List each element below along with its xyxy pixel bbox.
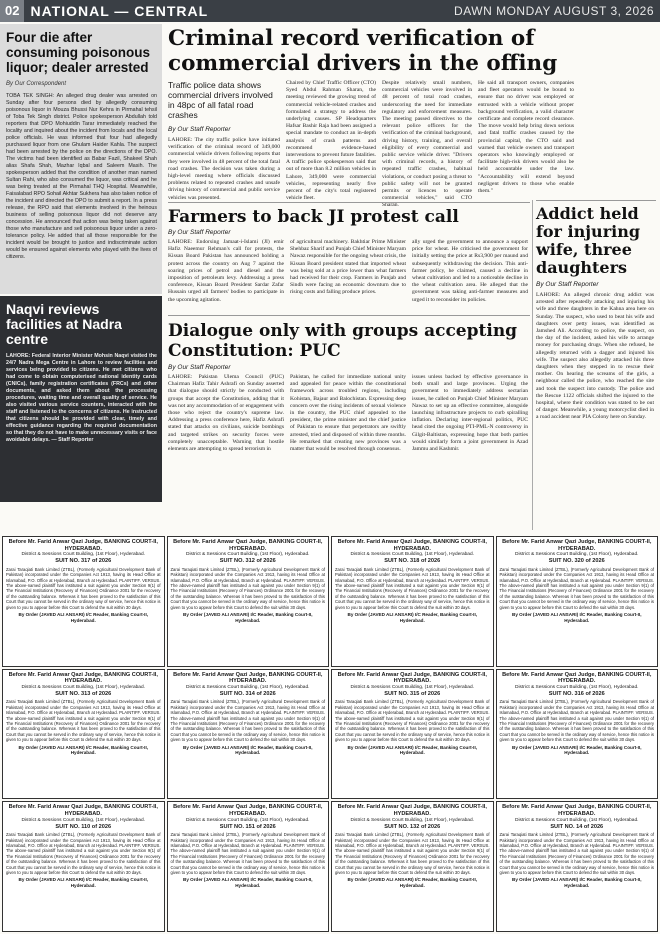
notice-court-title: Before Mr. Farid Anwar Qazi Judge, BANKING COURT-II, HYDERABAD. — [173, 539, 323, 552]
court-notices — [2, 536, 658, 932]
notice-signature: By Order (JAVED ALI ANSARI) I/C Reader, Banking Court-II, Hyderabad. — [347, 877, 477, 888]
notice-body: Zarai Taraqiati Bank Limited (ZTBL), (Formerly Agricultural Development Bank of Pakistan) incorporated under the Companies Act 1913, having its Head Office at Islamabad, P.O. Office at Hyderabad, Branch at Hyderabad. PLAINTIFF. VERSUS. The above-named plaintiff has instituted a suit against you under Section 9(1) of The Financial Institutions (Recovery of Finances) Ordinance 2001 for the recovery of the outstanding balance. Whereas it has been proved to the satisfaction of this Court that you cannot be served in the ordinary way of service, hence this notice is given to you to appear before this Court to defend the suit within 30 days. — [335, 699, 490, 743]
main-column-1: LAHORE: The city traffic police have initiated verification of the criminal record of 349,000 commercial vehicle drivers following reports that they were involved in 48 percent of the total fatal road crashes. The decision was taken during a high-level meeting where officials discussed problems related to repeated crashes and unsafe driving history of commercial and public service vehicles was presented. — [168, 137, 280, 201]
court-notice — [2, 669, 165, 800]
story-column: of agricultural machinery. Bakhtiar Prime Minister Shehbaz Sharif and Punjab Chief Minister Maryam Nawaz responsible for the ongoing wheat crisis, the Kissan Board president stated that imported wheat was being sold at a price lower than what farmers had received for their crop. Farmers in Punjab and Sindh were facing an economic downturn due to rising costs and falling produce prices. — [290, 239, 406, 296]
court-notice — [2, 536, 165, 667]
story-column: issues unless backed by effective governance in both small and large provinces. Urging the government to immediately address sectarian issues, he called on Punjab Chief Minister Maryam Nawaz to set up an effective committee, alongside launching infrastructure projects to curb spiralling inflation. Declaring inter-regional politics, PUC head cited the ongoing PTI-PML-N controversy in Gilgit-Baltistan, expressing hope that both parties would similarly form a joint government in Azad Jammu and Kashmir. — [412, 374, 528, 453]
story-body: LAHORE: Federal Interior Minister Mohsin Naqvi visited the 24/7 Nadra Mega Centre in Lahore to review facilities and services being provided to citizens. He met citizens who had come to obtain computerised national identity cards (CNICs), family registration certificates (FRCs) and other documents, and asked them about the processing procedures, waiting time and overall quality of service. He also visited various service counters, interacted with the staff and listened to the concerns of citizens. He instructed that citizens should be provided with clear, timely and effective guidance regarding the required documentation so that they do not have to make unnecessary visits or face avoidable delays. — Staff Reporter — [6, 353, 157, 443]
notice-suit-number: SUIT NO. 316 of 2026 — [548, 690, 605, 697]
story-body: TOBA TEK SINGH: An alleged drug dealer was arrested on Sunday after four persons died by allegedly consuming poisonous liquor in Mouza Bhussi Nur Kehra in Pirmahal tehsil of Toba Tek Singh district. Police spokesperson Abdullah told reporters that DPO Mohiuddin Tarar immediately reached the locality and inquired about the incident from locals and the local police officials. He was informed that four had allegedly purchased liquor from one Ghulam Haider Kahla. The suspect had been arrested by the police on the directions of the DPO. The victims had been identified as Babar Fazil, Shakeel Shah alias Shafa Shah, Mazhar Iqbal and Saleem Masih. The spokesperson added that the condition of another man named Sultan Rahi, who also consumed the liquor, was critical and he was being treated at the Pirmahal THQ Hospital. Meanwhile, Faisalabad RPO Sohail Akhtar Sukhera has also taken notice of the incident and directed the DPO to submit a report. In a press release, the RPO said that elements involved in the heinous business of selling poisonous liquor did not deserve any concession. He announced that action was being taken against those who manufacture and sell poisonous liquor under a zero-tolerance policy. He added that all those responsible for the incident would be brought to justice and indiscriminate action would be ensured against elements who played with the lives of citizens. — [6, 93, 157, 260]
notice-suit-number: SUIT NO. 314 of 2026 — [219, 690, 276, 697]
notice-address: District & Sessions Court Building, (1st Floor), Hyderabad. — [186, 552, 310, 558]
story-farmers-protest — [168, 202, 530, 310]
main-column-3: Despite relatively small numbers, commercial vehicles were involved in 48 percent of total road crashes, underscoring the need for immediate regulatory and enforcement measures. The meeting passed directives to the relevant police officers for the verification of the criminal background, driving history, training, and overall eligibility of every commercial and public service vehicle driver. "Drivers with criminal records, a history of repeated traffic crashes, habitual violations, or conduct posing a threat to public safety will not be granted permits or licences to operate commercial vehicles," said CTO Sharan. — [382, 80, 472, 209]
notice-court-title: Before Mr. Farid Anwar Qazi Judge, BANKING COURT-II, HYDERABAD. — [8, 671, 158, 685]
notice-address: District & Sessions Court Building, (1st Floor), Hyderabad. — [515, 552, 639, 558]
story-headline: Farmers to back JI protest call — [168, 207, 459, 227]
story-headline: Naqvi reviews facilities at Nadra centre — [6, 301, 122, 347]
story-body: LAHORE: An alleged chronic drug addict was arrested after repeatedly attacking and injuring his wife and three daughters in the Kahna area here on Sunday. The suspect, who used to beat his wife and daughters over petty issues, was identified as Jamshed Ali. According to police, the suspect, on the day of the incident, asked his wife to arrange money for purchasing drugs. When she refused, he allegedly returned with a dagger and injured his wife. The suspect also allegedly attacked his three daughters when they stepped in to rescue their mother. On hearing the screams of the girls, a neighbour called the police, who reached the site and took the suspect into custody. The police and the Rescue 1122 officials shifted the injured to the hospital, where their condition was stated to be out of danger. Meanwhile, a young motorcyclist died in a road accident near PIA Colony here on Sunday. — [536, 292, 654, 421]
main-byline: By Our Staff Reporter — [168, 126, 231, 133]
notice-signature: By Order (JAVED ALI ANSARI) I/C Reader, Banking Court-II, Hyderabad. — [18, 744, 148, 756]
notice-signature: By Order (JAVED ALI ANSARI) I/C Reader, Banking Court-II, Hyderabad. — [183, 744, 313, 756]
main-column-2: Chaired by Chief Traffic Officer (CTO) Syed Abdul Rahman Sharan, the meeting reviewed the growing trend of commercial vehicle-related crashes and formulated a strategy to address the underlying causes. SP Headquarters Hafsar Bashir Raja had been assigned a special mandate to conduct an in-depth analysis of crash patterns and recommend evidence-based interventions to prevent future fatalities. A traffic police spokesperson said that out of more than 8.2 million vehicles in Lahore, 349,000 were commercial vehicles, representing nearly five percent of the city's total registered vehicle fleet. — [286, 80, 376, 202]
notice-signature: By Order (JAVED ALI ANSARI) I/C Reader, Banking Court-II, Hyderabad. — [183, 612, 313, 623]
notice-suit-number: SUIT NO. 110 of 2026 — [55, 823, 112, 830]
notice-signature: By Order (JAVED ALI ANSARI) I/C Reader, Banking Court-II, Hyderabad. — [18, 877, 148, 888]
story-column: LAHORE: Endorsing Jamaat-i-Islami (JI) emir Hafiz Naeemur Rehman's call for protests, the Kissan Board Pakistan has announced holding a protest across the country on Aug 7 against the soaring prices of petrol and diesel and the imposition of petroleum levy. Addressing a press conference, Kissan Board President Sardar Zafar Hussain urged all farmers' bodies to participate in the upcoming agitation. — [168, 239, 284, 303]
notice-signature: By Order (JAVED ALI ANSARI) I/C Reader, Banking Court-II, Hyderabad. — [347, 612, 477, 623]
notice-suit-number: SUIT NO. 320 of 2026 — [548, 558, 605, 565]
notice-body: Zarai Taraqiati Bank Limited (ZTBL), (Formerly Agricultural Development Bank of Pakistan) incorporated under the Companies Act 1913, having its Head Office at Islamabad, P.O. Office at Hyderabad, Branch at Hyderabad. PLAINTIFF. VERSUS. The above-named plaintiff has instituted a suit against you under Section 9(1) of The Financial Institutions (Recovery of Finances) Ordinance 2001 for the recovery of the outstanding balance. Whereas it has been proved to the satisfaction of this Court that you cannot be served in the ordinary way of service, hence this notice is given to you to appear before this Court to defend the suit within 30 days. — [335, 832, 490, 875]
notice-address: District & Sessions Court Building, (1st Floor), Hyderabad. — [21, 817, 145, 823]
notice-body: Zarai Taraqiati Bank Limited (ZTBL), (Formerly Agricultural Development Bank of Pakistan) incorporated under the Companies Act 1913, having its Head Office at Islamabad, P.O. Office at Hyderabad, Branch at Hyderabad. PLAINTIFF. VERSUS. The above-named plaintiff has instituted a suit against you under Section 9(1) of The Financial Institutions (Recovery of Finances) Ordinance 2001 for the recovery of the outstanding balance. Whereas it has been proved to the satisfaction of this Court that you cannot be served in the ordinary way of service, hence this notice is given to you to appear before this Court to defend the suit within 30 days. — [6, 699, 161, 743]
notice-suit-number: SUIT NO. 317 of 2026 — [55, 558, 112, 565]
court-notice — [496, 801, 659, 932]
notice-signature: By Order (JAVED ALI ANSARI) I/C Reader, Banking Court-II, Hyderabad. — [183, 877, 313, 888]
notice-court-title: Before Mr. Farid Anwar Qazi Judge, BANKING COURT-II, HYDERABAD. — [502, 804, 652, 817]
story-headline: Dialogue only with groups accepting Constitution: PUC — [168, 321, 518, 361]
notice-suit-number: SUIT NO. 151 of 2026 — [219, 823, 276, 830]
notice-suit-number: SUIT NO. 315 of 2026 — [384, 690, 441, 697]
story-poisonous-liquor — [0, 24, 162, 294]
story-dialogue-puc — [168, 315, 530, 525]
notice-address: District & Sessions Court Building, (1st Floor), Hyderabad. — [186, 684, 310, 690]
court-notice — [496, 536, 659, 667]
court-notice — [167, 536, 330, 667]
story-addict-held — [536, 200, 656, 535]
dateline: DAWN MONDAY AUGUST 3, 2026 — [454, 4, 654, 18]
main-deck: Traffic police data shows commercial drivers involved in 48pc of all fatal road crashes — [168, 80, 273, 120]
story-column: LAHORE: Pakistan Ulema Council (PUC) Chairman Hafiz Tahir Ashrafi on Sunday asserted that dialogue should strictly be conducted with groups that accept the Constitution, adding that it was not any accommodation of or engagement with those who reject the country's supreme law. Addressing a press conference here, Hafiz Ashrafi stated that attacks on civilians, suicide bombings and targeted strikes on security forces were completely unacceptable. Warning that hostile elements are attempting to spread terrorism in — [168, 374, 284, 453]
notice-court-title: Before Mr. Farid Anwar Qazi Judge, BANKING COURT-II, HYDERABAD. — [337, 671, 487, 685]
page-number: 02 — [0, 0, 24, 22]
story-byline: By Our Staff Reporter — [168, 364, 231, 371]
column-divider — [532, 200, 533, 530]
notice-address: District & Sessions Court Building, (1st Floor), Hyderabad. — [21, 684, 145, 690]
notice-address: District & Sessions Court Building, (1st Floor), Hyderabad. — [21, 552, 145, 558]
notice-court-title: Before Mr. Farid Anwar Qazi Judge, BANKING COURT-II, HYDERABAD. — [173, 804, 323, 817]
notice-court-title: Before Mr. Farid Anwar Qazi Judge, BANKING COURT-II, HYDERABAD. — [337, 804, 487, 817]
notice-suit-number: SUIT NO. 132 of 2026 — [384, 823, 441, 830]
notice-court-title: Before Mr. Farid Anwar Qazi Judge, BANKING COURT-II, HYDERABAD. — [173, 671, 323, 685]
notice-body: Zarai Taraqiati Bank Limited (ZTBL), (Formerly Agricultural Development Bank of Pakistan) incorporated under the Companies Act 1913, having its Head Office at Islamabad, P.O. Office at Hyderabad, Branch at Hyderabad. PLAINTIFF. VERSUS. The above-named plaintiff has instituted a suit against you under Section 9(1) of The Financial Institutions (Recovery of Finances) Ordinance 2001 for the recovery of the outstanding balance. Whereas it has been proved to the satisfaction of this Court that you cannot be served in the ordinary way of service, hence this notice is given to you to appear before this Court to defend the suit within 30 days. — [170, 566, 325, 610]
notice-signature: By Order (JAVED ALI ANSARI) I/C Reader, Banking Court-II, Hyderabad. — [512, 744, 642, 756]
notice-signature: By Order (JAVED ALI ANSARI) I/C Reader, Banking Court-II, Hyderabad. — [512, 877, 642, 888]
court-notice — [496, 669, 659, 800]
notice-body: Zarai Taraqiati Bank Limited (ZTBL), (Formerly Agricultural Development Bank of Pakistan) incorporated under the Companies Act 1913, having its Head Office at Islamabad, P.O. Office at Hyderabad, Branch at Hyderabad. PLAINTIFF. VERSUS. The above-named plaintiff has instituted a suit against you under Section 9(1) of The Financial Institutions (Recovery of Finances) Ordinance 2001 for the recovery of the outstanding balance. Whereas it has been proved to the satisfaction of this Court that you cannot be served in the ordinary way of service, hence this notice is given to you to appear before this Court to defend the suit within 30 days. — [6, 832, 161, 875]
notice-body: Zarai Taraqiati Bank Limited (ZTBL), (Formerly Agricultural Development Bank of Pakistan) incorporated under the Companies Act 1913, having its Head Office at Islamabad, P.O. Office at Hyderabad, Branch at Hyderabad. PLAINTIFF. VERSUS. The above-named plaintiff has instituted a suit against you under Section 9(1) of The Financial Institutions (Recovery of Finances) Ordinance 2001 for the recovery of the outstanding balance. Whereas it has been proved to the satisfaction of this Court that you cannot be served in the ordinary way of service, hence this notice is given to you to appear before this Court to defend the suit within 30 days. — [499, 832, 654, 875]
notice-address: District & Sessions Court Building, (1st Floor), Hyderabad. — [515, 817, 639, 823]
notice-court-title: Before Mr. Farid Anwar Qazi Judge, BANKING COURT-II, HYDERABAD. — [337, 539, 487, 552]
notice-address: District & Sessions Court Building, (1st Floor), Hyderabad. — [515, 684, 639, 690]
notice-address: District & Sessions Court Building, (1st Floor), Hyderabad. — [350, 552, 474, 558]
story-column: ally urged the government to announce a support price for wheat. He criticised the government for initially setting the price at Rs3,900 per maund and subsequently withdrawing the decision. This anti-farmer policy, he claimed, caused a decline in wheat cultivation and led to a noticeable decline in the wheat cultivation area. He alleged that the government was taking anti-farmer measures and urged it to reconsider its policies. — [412, 239, 528, 303]
court-notice — [2, 801, 165, 932]
notice-signature: By Order (JAVED ALI ANSARI) I/C Reader, Banking Court-II, Hyderabad. — [18, 612, 148, 623]
story-headline: Addict held for injuring wife, three daughters — [536, 204, 641, 277]
court-notice — [331, 536, 494, 667]
story-nadra-centre — [0, 296, 162, 502]
main-headline: Criminal record verification of commercial drivers in the offing — [168, 26, 558, 76]
masthead — [0, 0, 660, 22]
story-headline: Four die after consuming poisonous liquor; dealer arrested — [6, 30, 150, 75]
notice-suit-number: SUIT NO. 14 of 2026 — [550, 823, 604, 830]
notice-address: District & Sessions Court Building, (1st Floor), Hyderabad. — [350, 684, 474, 690]
notice-body: Zarai Taraqiati Bank Limited (ZTBL), (Formerly Agricultural Development Bank of Pakistan) incorporated under the Companies Act 1913, having its Head Office at Islamabad, P.O. Office at Hyderabad, Branch at Hyderabad. PLAINTIFF. VERSUS. The above-named plaintiff has instituted a suit against you under Section 9(1) of The Financial Institutions (Recovery of Finances) Ordinance 2001 for the recovery of the outstanding balance. Whereas it has been proved to the satisfaction of this Court that you cannot be served in the ordinary way of service, hence this notice is given to you to appear before this Court to defend the suit within 30 days. — [170, 832, 325, 875]
notice-signature: By Order (JAVED ALI ANSARI) I/C Reader, Banking Court-II, Hyderabad. — [347, 744, 477, 756]
notice-signature: By Order (JAVED ALI ANSARI) I/C Reader, Banking Court-II, Hyderabad. — [512, 612, 642, 623]
section-title: NATIONAL — CENTRAL — [30, 3, 209, 19]
notice-address: District & Sessions Court Building, (1st Floor), Hyderabad. — [186, 817, 310, 823]
story-column: Pakistan, he called for immediate national unity and appealed for peace within the constitutional framework across troubled regions, including Kohistan, Bajaur and Balochistan. Expressing deep concern over the rising incidents of sexual violence in the country, the PUC chief appealed to the president, the prime minister and the chief justice of Pakistan to ensure that perpetrators are swiftly arrested, tried and disposed of within three months. He remarked that creating new provinces was a matter that would be resolved through consensus. — [290, 374, 406, 453]
story-byline: By Our Staff Reporter — [536, 281, 599, 288]
court-notice — [167, 801, 330, 932]
notice-court-title: Before Mr. Farid Anwar Qazi Judge, BANKING COURT-II, HYDERABAD. — [8, 539, 158, 552]
notice-suit-number: SUIT NO. 318 of 2026 — [384, 558, 441, 565]
notice-body: Zarai Taraqiati Bank Limited (ZTBL), (Formerly Agricultural Development Bank of Pakistan) incorporated under the Companies Act 1913, having its Head Office at Islamabad, P.O. Office at Hyderabad, Branch at Hyderabad. PLAINTIFF. VERSUS. The above-named plaintiff has instituted a suit against you under Section 9(1) of The Financial Institutions (Recovery of Finances) Ordinance 2001 for the recovery of the outstanding balance. Whereas it has been proved to the satisfaction of this Court that you cannot be served in the ordinary way of service, hence this notice is given to you to appear before this Court to defend the suit within 30 days. — [499, 699, 654, 743]
notice-body: Zarai Taraqiati Bank Limited (ZTBL), (Formerly Agricultural Development Bank of Pakistan) incorporated under the Companies Act 1913, having its Head Office at Islamabad, P.O. Office at Hyderabad, Branch at Hyderabad. PLAINTIFF. VERSUS. The above-named plaintiff has instituted a suit against you under Section 9(1) of The Financial Institutions (Recovery of Finances) Ordinance 2001 for the recovery of the outstanding balance. Whereas it has been proved to the satisfaction of this Court that you cannot be served in the ordinary way of service, hence this notice is given to you to appear before this Court to defend the suit within 30 days. — [499, 566, 654, 610]
court-notice — [331, 801, 494, 932]
notice-body: Zarai Taraqiati Bank Limited (ZTBL), (Formerly Agricultural Development Bank of Pakistan) incorporated under the Companies Act 1913, having its Head Office at Islamabad, P.O. Office at Hyderabad, Branch at Hyderabad. PLAINTIFF. VERSUS. The above-named plaintiff has instituted a suit against you under Section 9(1) of The Financial Institutions (Recovery of Finances) Ordinance 2001 for the recovery of the outstanding balance. Whereas it has been proved to the satisfaction of this Court that you cannot be served in the ordinary way of service, hence this notice is given to you to appear before this Court to defend the suit within 30 days. — [170, 699, 325, 743]
notice-address: District & Sessions Court Building, (1st Floor), Hyderabad. — [350, 817, 474, 823]
court-notice — [331, 669, 494, 800]
notice-court-title: Before Mr. Farid Anwar Qazi Judge, BANKING COURT-II, HYDERABAD. — [502, 539, 652, 552]
notice-court-title: Before Mr. Farid Anwar Qazi Judge, BANKING COURT-II, HYDERABAD. — [502, 671, 652, 685]
notice-suit-number: SUIT NO. 313 of 2026 — [55, 690, 112, 697]
left-column — [0, 24, 162, 504]
story-byline: By Our Correspondent — [6, 81, 67, 87]
notice-court-title: Before Mr. Farid Anwar Qazi Judge, BANKING COURT-II, HYDERABAD. — [8, 804, 158, 817]
notice-body: Zarai Taraqiati Bank Limited (ZTBL), (Formerly Agricultural Development Bank of Pakistan) incorporated under the Companies Act 1913, having its Head Office at Islamabad, P.O. Office at Hyderabad, Branch at Hyderabad. PLAINTIFF. VERSUS. The above-named plaintiff has instituted a suit against you under Section 9(1) of The Financial Institutions (Recovery of Finances) Ordinance 2001 for the recovery of the outstanding balance. Whereas it has been proved to the satisfaction of this Court that you cannot be served in the ordinary way of service, hence this notice is given to you to appear before this Court to defend the suit within 30 days. — [335, 566, 490, 610]
notice-body: Zarai Taraqiati Bank Limited (ZTBL), (Formerly Agricultural Development Bank of Pakistan) incorporated under the Companies Act 1913, having its Head Office at Islamabad, P.O. Office at Hyderabad, Branch at Hyderabad. PLAINTIFF. VERSUS. The above-named plaintiff has instituted a suit against you under Section 9(1) of The Financial Institutions (Recovery of Finances) Ordinance 2001 for the recovery of the outstanding balance. Whereas it has been proved to the satisfaction of this Court that you cannot be served in the ordinary way of service, hence this notice is given to you to appear before this Court to defend the suit within 30 days. — [6, 566, 161, 610]
story-byline: By Our Staff Reporter — [168, 229, 231, 236]
main-column-4: He said all transport owners, companies and fleet operators would be bound to ensure that no driver was employed or entrusted with a vehicle without proper background verification, a valid character certificate and complete record clearance. The move would help bring down serious and fatal traffic crashes caused by the provincial capital, the CTO said and warned that vehicle owners and transport operators who knowingly employed or facilitate high-risk drivers would also be held accountable under the law. "Accountability will extend beyond negligent drivers to those who enable them." — [478, 80, 574, 195]
notice-suit-number: SUIT NO. 312 of 2026 — [219, 558, 276, 565]
court-notice — [167, 669, 330, 800]
